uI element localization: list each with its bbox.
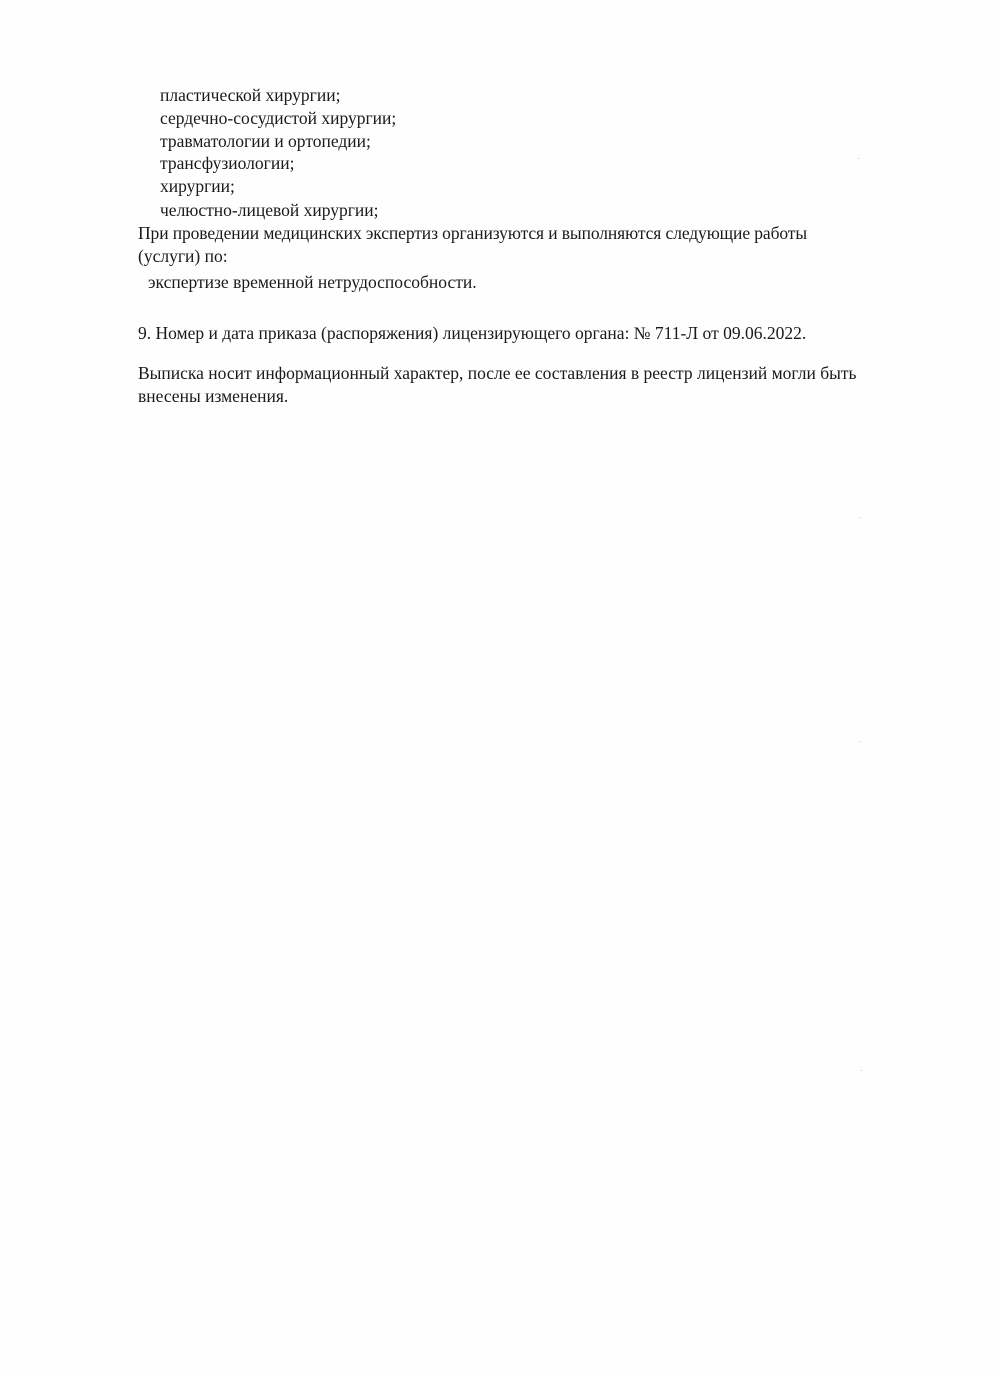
order-info: 9. Номер и дата приказа (распоряжения) лицензирующего органа: № 711-Л от 09.06.2022. xyxy=(138,323,807,343)
list-item-plastic-surgery: пластической хирургии; xyxy=(160,85,341,105)
expertise-intro-line-2: (услуги) по: xyxy=(138,246,228,266)
list-item-cardiovascular-surgery: сердечно-сосудистой хирургии; xyxy=(160,108,397,128)
list-item-traumatology: травматологии и ортопедии; xyxy=(160,131,371,151)
scan-speck xyxy=(859,741,860,742)
list-item-transfusiology: трансфузиологии; xyxy=(160,153,295,173)
list-item-surgery: хирургии; xyxy=(160,176,235,196)
scan-speck xyxy=(861,1070,862,1071)
list-item-maxillofacial-surgery: челюстно-лицевой хирургии; xyxy=(160,200,379,220)
expertise-intro-line-1: При проведении медицинских экспертиз организуются и выполняются следующие работы xyxy=(138,223,808,243)
disclaimer-line-2: внесены изменения. xyxy=(138,386,289,406)
expertise-item: экспертизе временной нетрудоспособности. xyxy=(148,272,477,292)
disclaimer-line-1: Выписка носит информационный характер, после ее составления в реестр лицензий могли быть xyxy=(138,363,857,383)
scan-speck xyxy=(860,517,861,518)
scan-speck xyxy=(858,158,859,159)
